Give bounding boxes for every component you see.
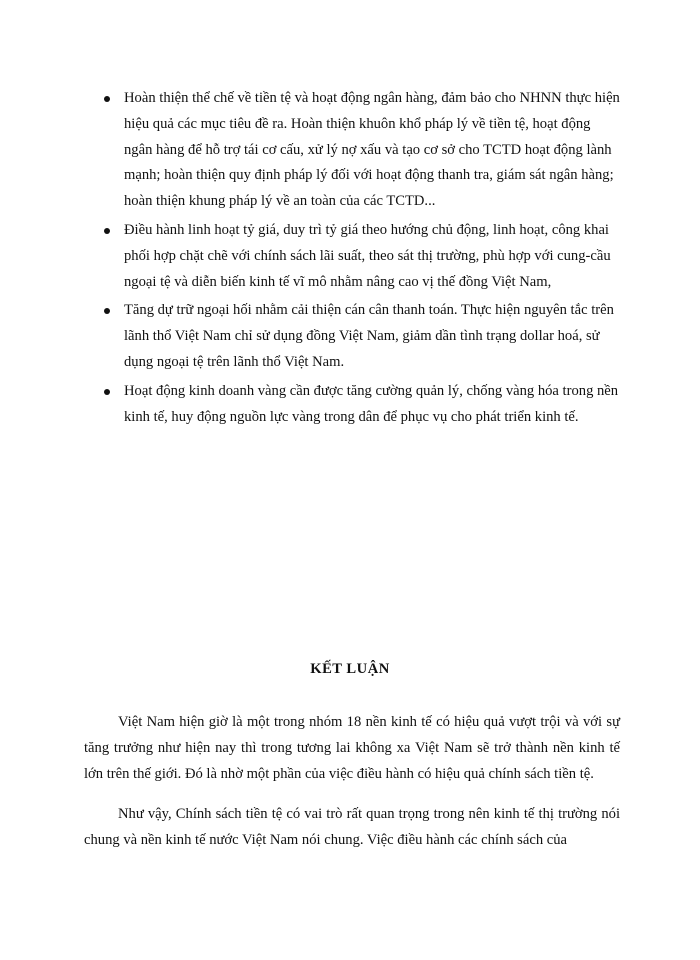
bullet-item: [100, 86, 620, 215]
bullet-dot-icon: [104, 228, 110, 234]
bullet-text: Hoàn thiện thể chế về tiền tệ và hoạt động ngân hàng, đảm bảo cho NHNN thực hiện hiệu quả các mục tiêu đề ra. Hoàn thiện khuôn khổ pháp lý về tiền tệ, hoạt động ngân hàng để hỗ trợ tái cơ cấu, xử lý nợ xấu và tạo cơ sở cho TCTD hoạt động lành mạnh; hoàn thiện quy định pháp lý đối với hoạt động thanh tra, giám sát ngân hàng; hoàn thiện khung pháp lý về an toàn của các TCTD...: [124, 90, 620, 210]
policy-bullet-list: [100, 86, 620, 433]
bullet-item: [100, 218, 620, 295]
bullet-dot-icon: [104, 308, 110, 314]
bullet-text: Hoạt động kinh doanh vàng cần được tăng cường quản lý, chống vàng hóa trong nền kinh tế, huy động nguồn lực vàng trong dân để phục vụ cho phát triển kinh tế.: [124, 382, 619, 425]
bullet-dot-icon: [104, 96, 110, 102]
bullet-dot-icon: [104, 389, 110, 395]
bullet-text: Điều hành linh hoạt tỷ giá, duy trì tỷ giá theo hướng chủ động, linh hoạt, công khai phối hợp chặt chẽ với chính sách lãi suất, theo sát thị trường, phù hợp với cung-cầu ngoại tệ và diễn biến kinh tế vĩ mô nhằm nâng cao vị thế đồng Việt Nam,: [124, 221, 611, 290]
bullet-item: [100, 379, 620, 431]
bullet-item: [100, 298, 620, 375]
bullet-text: Tăng dự trữ ngoại hối nhằm cải thiện cán cân thanh toán. Thực hiện nguyên tắc trên lãnh thổ Việt Nam chỉ sử dụng đồng Việt Nam, giảm dần tình trạng dollar hoá, sử dụng ngoại tệ trên lãnh thổ Việt Nam.: [124, 302, 614, 370]
conclusion-paragraph-2: Như vậy, Chính sách tiền tệ có vai trò rất quan trọng trong nên kinh tế thị trường nói chung và nền kinh tế nước Việt Nam nói chung. Việc điều hành các chính sách của: [84, 806, 620, 848]
conclusion-paragraph-1: Việt Nam hiện giờ là một trong nhóm 18 nền kinh tế có hiệu quả vượt trội và với sự tăng trưởng như hiện nay thì trong tương lai không xa Việt Nam sẽ trở thành nền kinh tế lớn trên thế giới. Đó là nhờ một phần của việc điều hành có hiệu quả chính sách tiền tệ.: [84, 714, 620, 782]
conclusion-heading: KẾT LUẬN: [310, 661, 390, 677]
